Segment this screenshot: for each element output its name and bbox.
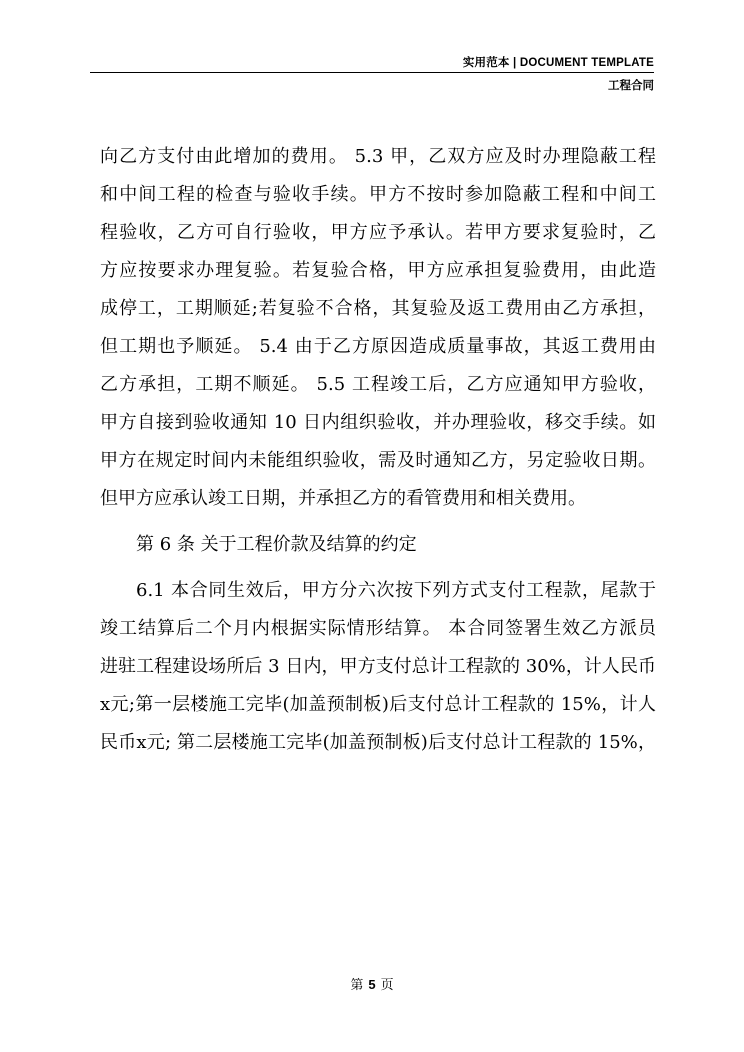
text-line: 但工期也予顺延。 5.4 由于乙方原因造成质量事故，其返工费用由 [100,336,656,357]
header-template-tag: 实用范本 | DOCUMENT TEMPLATE [462,57,654,69]
text-line: 进驻工程建设场所后 3 日内，甲方支付总计工程款的 30%，计人民币 [100,656,656,677]
text-line: 但甲方应承认竣工日期，并承担乙方的看管费用和相关费用。 [100,488,586,509]
paragraph-payment-terms [100,572,656,762]
page-prefix: 第 [350,978,364,993]
text-line: 方应按要求办理复验。若复验合格，甲方应承担复验费用，由此造 [100,260,656,281]
section-title: 第 6 条 关于工程价款及结算的约定 [136,534,417,555]
text-line: 民币x元; 第二层楼施工完毕(加盖预制板)后支付总计工程款的 15%， [100,732,656,753]
page-suffix: 页 [380,978,394,993]
text-line: 成停工，工期顺延;若复验不合格，其复验及返工费用由乙方承担， [100,298,656,319]
text-line: 6.1 本合同生效后，甲方分六次按下列方式支付工程款，尾款于 [136,580,656,601]
text-line: 向乙方支付由此增加的费用。 5.3 甲，乙双方应及时办理隐蔽工程 [100,146,656,167]
text-line: 和中间工程的检查与验收手续。甲方不按时参加隐蔽工程和中间工 [100,184,656,205]
text-line: 程验收，乙方可自行验收，甲方应予承认。若甲方要求复验时，乙 [100,222,656,243]
page-header [90,52,654,73]
paragraph-acceptance-terms [100,138,656,518]
text-line: 甲方在规定时间内未能组织验收，需及时通知乙方，另定验收日期。 [100,450,656,471]
text-line: x元;第一层楼施工完毕(加盖预制板)后支付总计工程款的 15%，计人 [100,694,656,715]
text-line: 竣工结算后二个月内根据实际情形结算。 本合同签署生效乙方派员 [100,618,656,639]
page-footer [0,974,744,993]
header-document-type: 工程合同 [608,80,654,92]
page-number: 5 [368,977,376,992]
text-line: 甲方自接到验收通知 10 日内组织验收，并办理验收，移交手续。如 [100,412,656,433]
document-body [100,138,656,762]
text-line: 乙方承担，工期不顺延。 5.5 工程竣工后，乙方应通知甲方验收， [100,374,656,395]
